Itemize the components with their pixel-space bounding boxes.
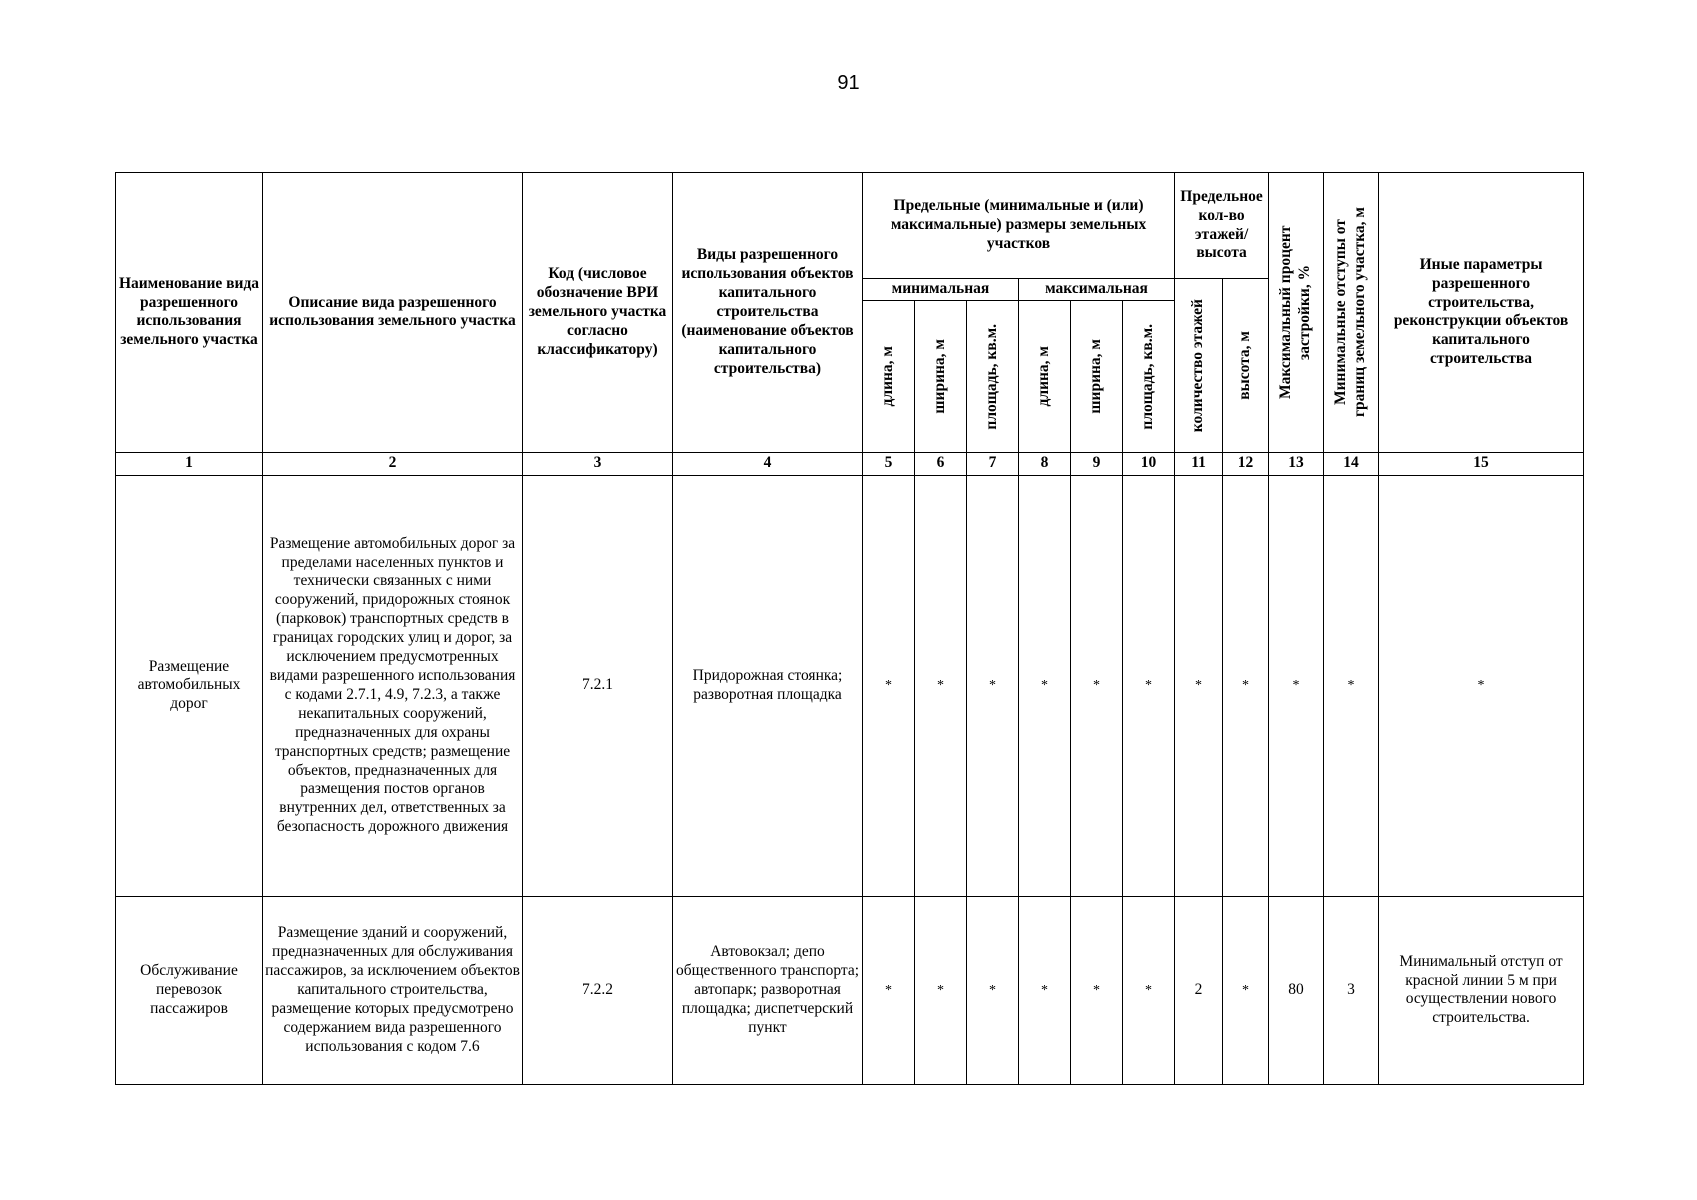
header-floors-count-label: количество этажей — [1189, 298, 1207, 433]
column-number: 5 — [863, 452, 915, 475]
page-number: 91 — [837, 72, 860, 94]
column-number: 2 — [263, 452, 523, 475]
header-use-name: Наименование вида разрешенного использования земельного участка — [116, 173, 263, 453]
cell-other-parameters: * — [1379, 475, 1584, 896]
table-row — [116, 896, 1584, 1084]
header-min-length — [863, 300, 915, 452]
header-min-area — [967, 300, 1019, 452]
table-row — [116, 475, 1584, 896]
column-number: 13 — [1269, 452, 1324, 475]
header-floors-height-limits: Предельное кол-во этажей/ высота — [1175, 173, 1269, 279]
header-min-length-label: длина, м — [879, 346, 897, 407]
cell-code: 7.2.1 — [523, 475, 673, 896]
header-plot-size-limits: Предельные (минимальные и (или) максимальные) размеры земельных участков — [863, 173, 1175, 279]
header-minimum: минимальная — [863, 279, 1019, 301]
header-min-area-label: площадь, кв.м. — [983, 323, 1001, 430]
header-max-length-label: длина, м — [1035, 346, 1053, 407]
column-number: 4 — [673, 452, 863, 475]
column-number: 14 — [1324, 452, 1379, 475]
header-other-parameters: Иные параметры разрешенного строительства, реконструкции объектов капитального строительства — [1379, 173, 1584, 453]
cell-use-description: Размещение зданий и сооружений, предназначенных для обслуживания пассажиров, за исключением объектов капитального строительства, размещение которых предусмотрено содержанием вида разрешенного использования с кодом 7.6 — [263, 896, 523, 1084]
header-use-description: Описание вида разрешенного использования земельного участка — [263, 173, 523, 453]
header-max-build-percent-label: Максимальный процент застройки, % — [1277, 225, 1314, 400]
header-maximum: максимальная — [1019, 279, 1175, 301]
cell-max-area: * — [1123, 896, 1175, 1084]
column-number: 3 — [523, 452, 673, 475]
cell-max-build-percent: 80 — [1269, 896, 1324, 1084]
cell-max-length: * — [1019, 475, 1071, 896]
cell-min-area: * — [967, 475, 1019, 896]
column-number: 8 — [1019, 452, 1071, 475]
column-number: 9 — [1071, 452, 1123, 475]
header-min-setback — [1324, 173, 1379, 453]
cell-max-width: * — [1071, 896, 1123, 1084]
cell-use-name: Размещение автомобильных дорог — [116, 475, 263, 896]
header-max-length — [1019, 300, 1071, 452]
zoning-parameters-table — [115, 172, 1584, 1085]
header-max-area — [1123, 300, 1175, 452]
cell-other-parameters: Минимальный отступ от красной линии 5 м при осуществлении нового строительства. — [1379, 896, 1584, 1084]
cell-floors-count: * — [1175, 475, 1223, 896]
header-max-area-label: площадь, кв.м. — [1139, 323, 1157, 430]
header-max-width — [1071, 300, 1123, 452]
column-number: 7 — [967, 452, 1019, 475]
column-number: 12 — [1223, 452, 1269, 475]
column-number: 11 — [1175, 452, 1223, 475]
column-number: 15 — [1379, 452, 1584, 475]
cell-min-length: * — [863, 475, 915, 896]
cell-height: * — [1223, 475, 1269, 896]
cell-height: * — [1223, 896, 1269, 1084]
header-min-setback-label: Минимальные отступы от границ земельного участка, м — [1332, 207, 1369, 418]
cell-max-width: * — [1071, 475, 1123, 896]
cell-min-width: * — [915, 896, 967, 1084]
cell-min-length: * — [863, 896, 915, 1084]
cell-max-area: * — [1123, 475, 1175, 896]
header-height-label: высота, м — [1236, 331, 1254, 400]
header-max-build-percent — [1269, 173, 1324, 453]
header-min-width-label: ширина, м — [931, 339, 949, 414]
header-permitted-objects: Виды разрешенного использования объектов капитального строительства (наименование объектов капитального строительства) — [673, 173, 863, 453]
cell-max-length: * — [1019, 896, 1071, 1084]
cell-permitted-objects: Автовокзал; депо общественного транспорта; автопарк; разворотная площадка; диспетчерский пункт — [673, 896, 863, 1084]
cell-max-build-percent: * — [1269, 475, 1324, 896]
cell-min-setback: 3 — [1324, 896, 1379, 1084]
cell-permitted-objects: Придорожная стоянка; разворотная площадка — [673, 475, 863, 896]
column-number-row — [116, 452, 1584, 475]
cell-min-width: * — [915, 475, 967, 896]
header-code: Код (числовое обозначение ВРИ земельного участка согласно классификатору) — [523, 173, 673, 453]
cell-code: 7.2.2 — [523, 896, 673, 1084]
cell-floors-count: 2 — [1175, 896, 1223, 1084]
header-height — [1223, 279, 1269, 453]
header-max-width-label: ширина, м — [1087, 339, 1105, 414]
cell-min-area: * — [967, 896, 1019, 1084]
header-floors-count — [1175, 279, 1223, 453]
header-min-width — [915, 300, 967, 452]
column-number: 6 — [915, 452, 967, 475]
cell-use-description: Размещение автомобильных дорог за пределами населенных пунктов и технически связанных с ними сооружений, придорожных стоянок (парковок) транспортных средств в границах городских улиц и дорог, за исключением предусмотренных видами разрешенного использования с кодами 2.7.1, 4.9, 7.2.3, а также некапитальных сооружений, предназначенных для охраны транспортных средств; размещение объектов, предназначенных для размещения постов органов внутренних дел, ответственных за безопасность дорожного движения — [263, 475, 523, 896]
cell-use-name: Обслуживание перевозок пассажиров — [116, 896, 263, 1084]
cell-min-setback: * — [1324, 475, 1379, 896]
column-number: 10 — [1123, 452, 1175, 475]
column-number: 1 — [116, 452, 263, 475]
